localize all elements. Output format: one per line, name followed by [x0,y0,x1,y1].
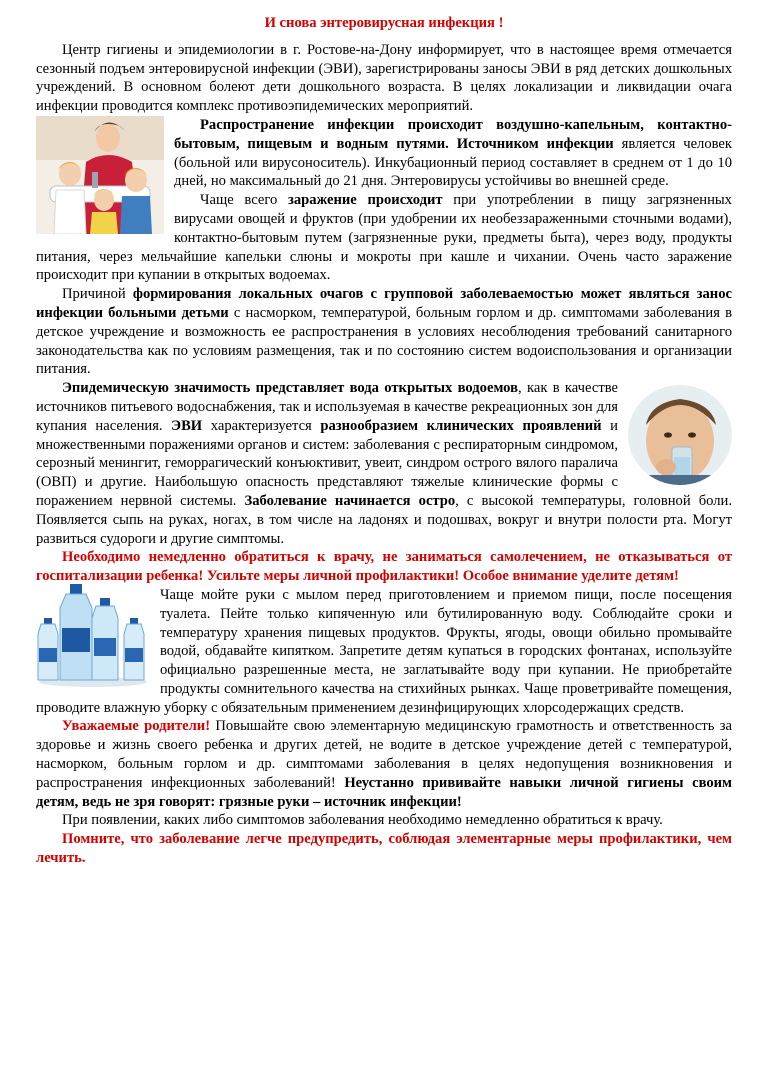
parents-address: Уважаемые родители! [62,718,211,735]
clinical-text: и множественными поражениями органов и систем: заболевания с респираторным синдромом, серозный менингит, геморрагический конъюктивит, увеит, синдром острого вялого паралича (ОВП) и другие. Наибольшую опасность представляют тяжелые клинические формы с поражением нервной системы. [36,417,618,509]
contamination-text: при употреблении в пищу загрязненных вирусами овощей и фруктов (при удобрении их необеззараженными сточными водами), контактно-бытовым путем (загрязненные руки, предметы быта), через воду, продукты питания, через мельчайшие капельки слюны и мокроты при кашле и чихании. Очень часто заражение происходит при купании в открытых водоемах. [36,192,732,284]
paragraph-symptoms-doctor: При появлении, каких либо симптомов заболевания необходимо немедленно обратиться к врачу. [62,812,663,829]
paragraph-closing: Помните, что заболевание легче предупредить, соблюдая элементарные меры профилактики, чем лечить. [36,831,732,867]
children-washing-hands-photo [36,116,164,234]
paragraph-prevention: Чаще мойте руки с мылом перед приготовлением и приемом пищи, после посещения туалета. Пейте только кипяченную или бутилированную воду. Соблюдайте сроки и температуру хранения пищевых продуктов. Фрукты, ягоды, овощи обильно промывайте водой, обдавайте кипятком. Запретите детям купаться в городских фонтанах, используйте официально разрешенные места, не заглатывайте воду при купании. Не приобретайте продукты сомнительного качества на стихийных рынках. Чаще проветривайте помещения, проводите влажную уборку с обязательным применением дезинфицирующих хлорсодержащих средств. [36,586,732,716]
symptoms-text: , с высокой температуры, головной боли. Появляется сыпь на руках, ногах, в том числе на ладонях и подошвах, вокруг и внутри полости рта. Могут развиться судороги и другие симптомы. [36,492,732,547]
incubation-text: является человек (больной или вирусоноситель). Инкубационный период составляет в среднем от 1 до 10 дней, но максимальный до 21 дня. Энтеровирусы устойчивы во внешней среде. [174,135,733,190]
boy-drinking-water-photo [628,385,732,485]
paragraph-parents [36,717,732,811]
evi-text: характеризуется [202,417,321,434]
document-body [36,14,732,868]
page-title: И снова энтеровирусная инфекция ! [264,15,504,31]
open-water-bold: Эпидемическую значимость представляет вода открытых водоемов [62,380,519,397]
outbreaks-bold: формирования локальных очагов с групповой заболеваемостью может являться занос инфекции больными детьми [36,286,732,321]
infection-source-bold: Источником инфекции [456,135,614,152]
outbreaks-text: с насморком, температурой, больным горлом и др. симптомами заболевания в детское учреждение и возможность ее распространения в условиях несоблюдения требований санитарного законодательства как по условиям размещения, так и по состоянию систем водоиспользования и организации питания. [36,304,732,378]
clinical-bold: разнообразием клинических проявлений [320,417,602,434]
paragraph-warning: Необходимо немедленно обратиться к врачу, не заниматься самолечением, не отказываться от госпитализации ребенка! Усильте меры личной профилактики! Особое внимание уделите детям! [36,549,732,585]
spread-routes-bold: Распространение инфекции происходит воздушно-капельным, контактно-бытовым, пищевым и водным путями. [174,116,732,152]
outbreaks-lead: Причиной [62,286,133,303]
paragraph-outbreaks [36,285,732,379]
hygiene-bold: Неустанно прививайте навыки личной гигиены своим детям, ведь не зря говорят: грязные руки – источник инфекции! [36,774,732,810]
evi-bold: ЭВИ [171,417,203,434]
contamination-bold: заражение происходит [288,192,443,209]
water-bottles-photo [36,568,150,688]
paragraph-intro: Центр гигиены и эпидемиологии в г. Ростове-на-Дону информирует, что в настоящее время отмечается сезонный подъем энтеровирусной инфекции (ЭВИ), зарегистрированы заносы ЭВИ в ряд детских дошкольных учреждений. В основном болеют дети дошкольного возраста. В целях локализации и ликвидации очага инфекции проводится комплекс противоэпидемических мероприятий. [36,41,732,115]
parents-text: Повышайте свою элементарную медицинскую грамотность и ответственность за здоровье и жизнь своего ребенка и других детей, не водите в детское учреждение детей с температурой, насморком, больным горлом и др. симптомами заболевания в целях недопущения возникновения и распространения инфекционных заболеваний! [36,718,732,791]
open-water-text: , как в качестве источников питьевого водоснабжения, так и используемая в качестве рекреационных зон для купания населения. [36,380,618,434]
contamination-lead: Чаще всего [200,192,288,209]
onset-bold: Заболевание начинается остро [244,492,456,509]
